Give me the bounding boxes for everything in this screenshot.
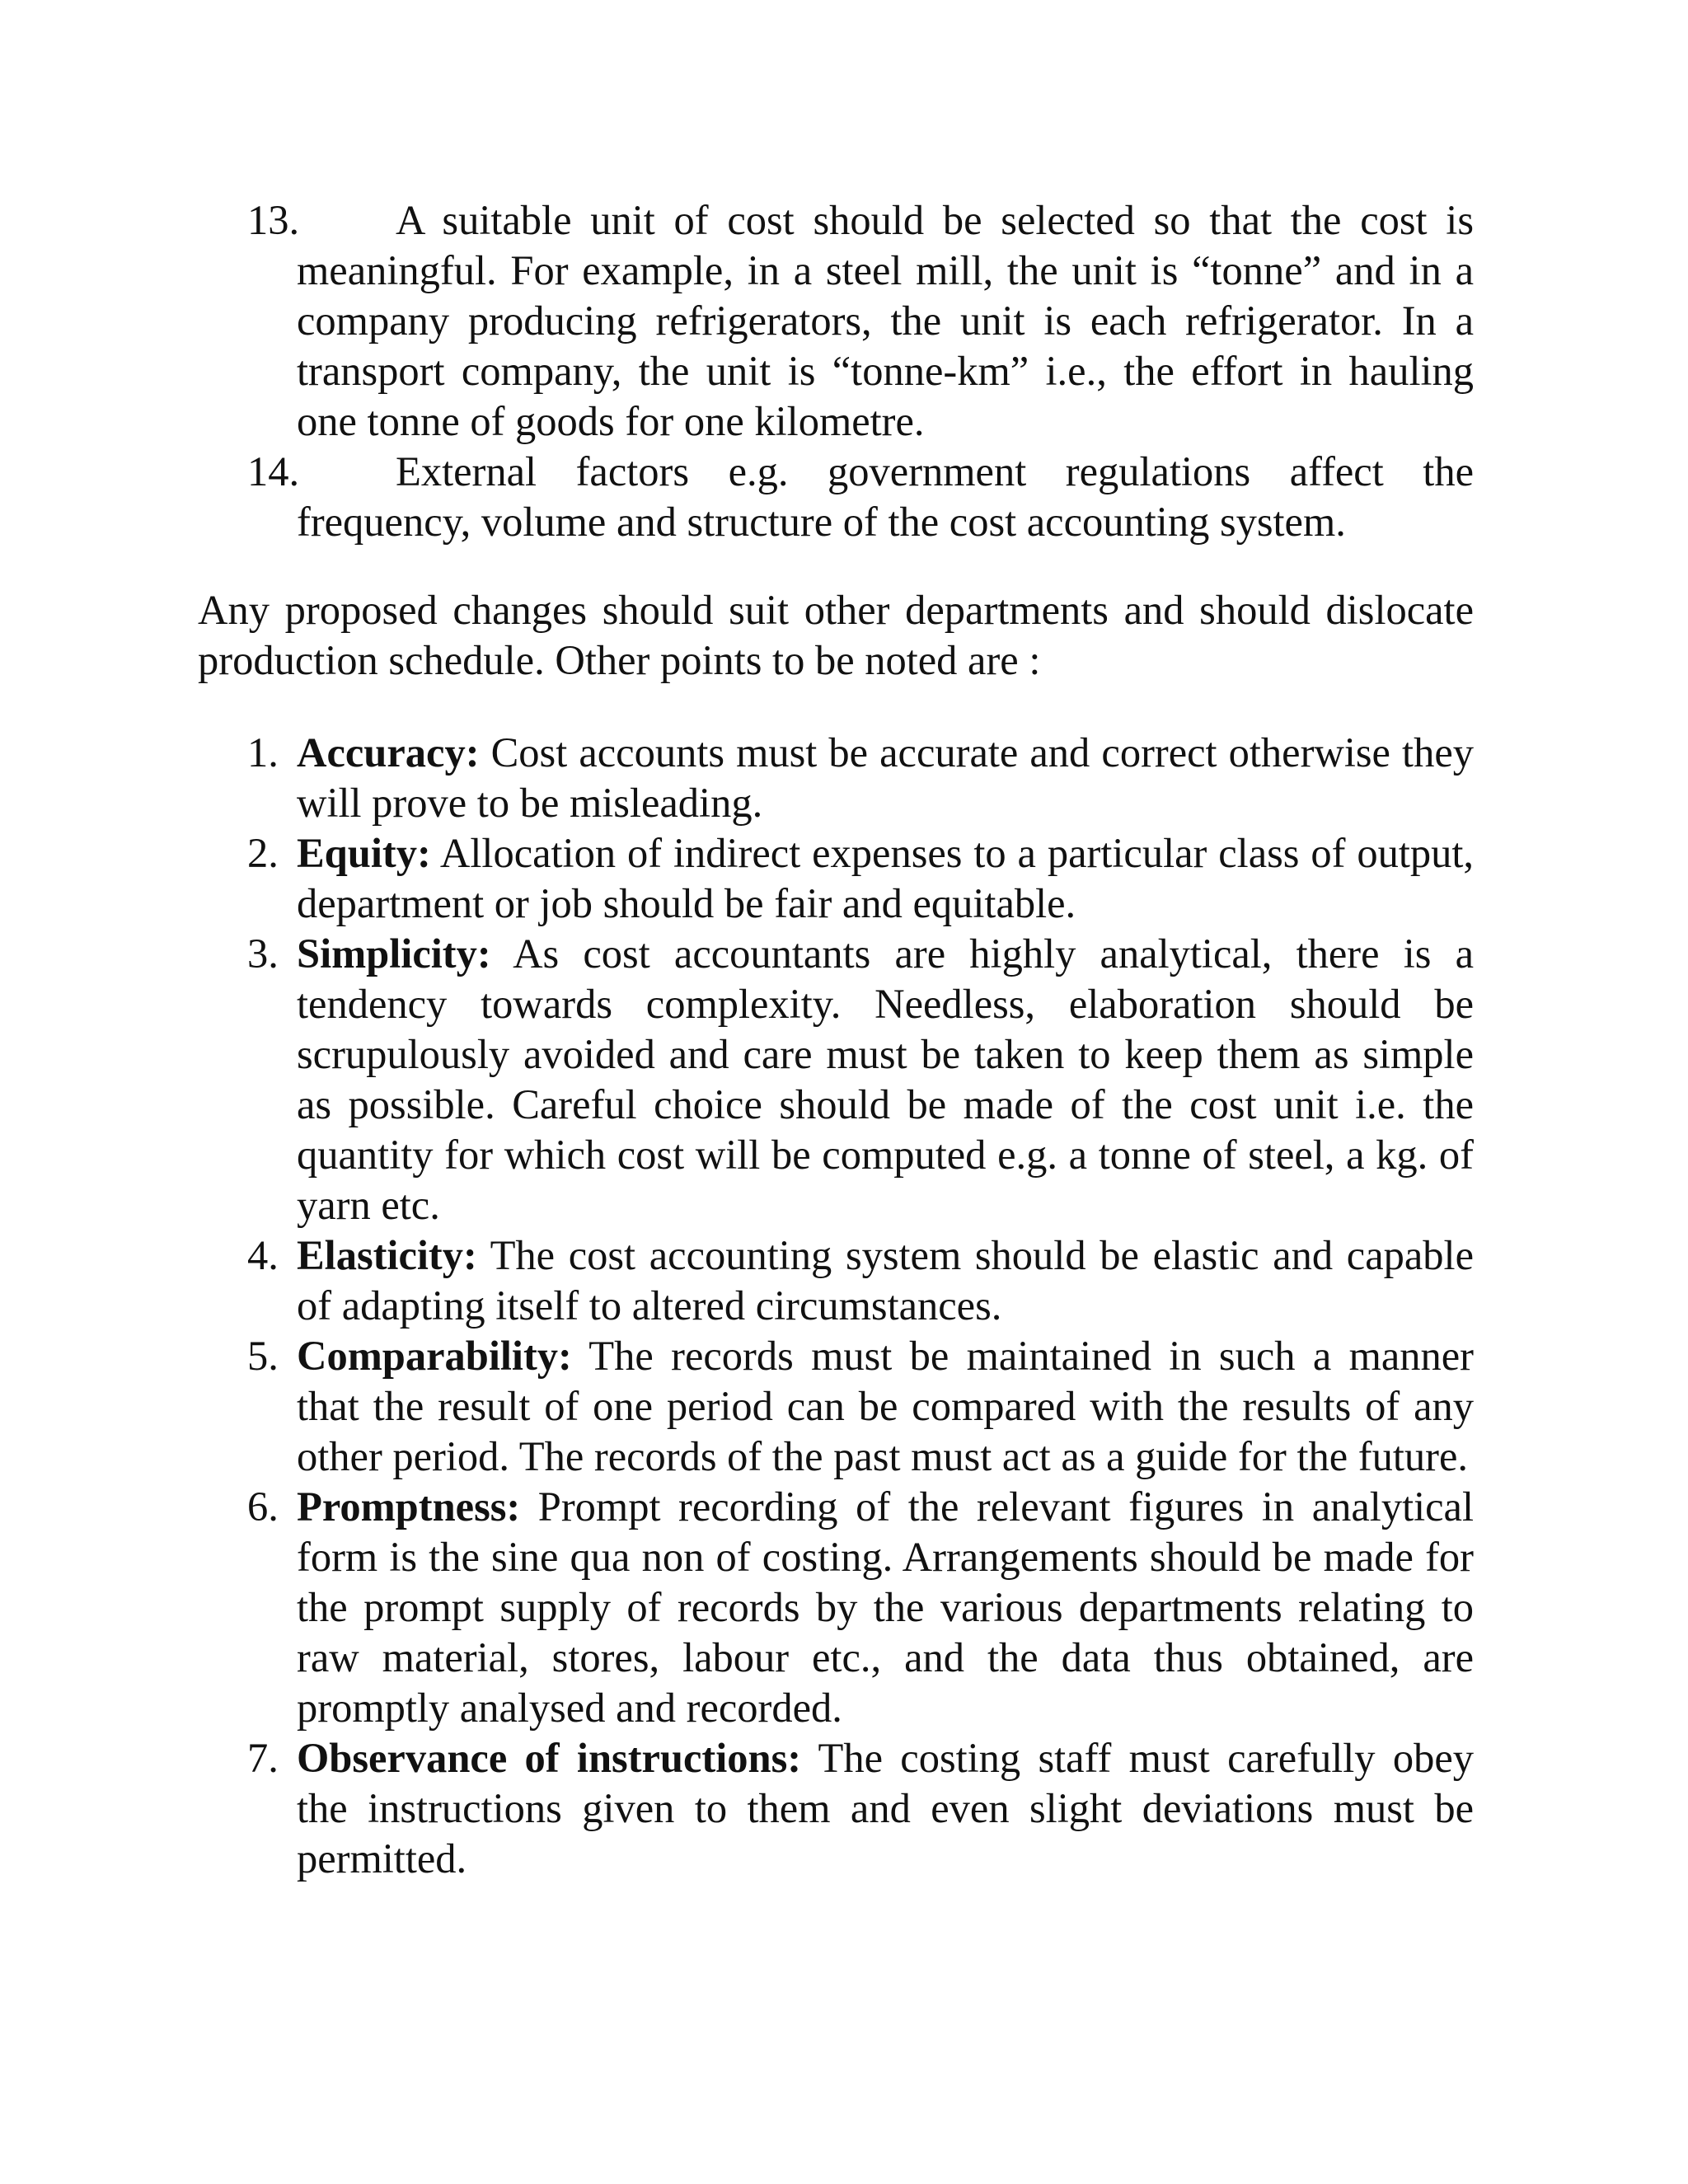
numbered-list-continued — [247, 195, 1474, 547]
point-text: The records must be maintained in such a manner that the result of one period can be compared with the results of any other period. The records of the past must act as a guide for the future. — [297, 1333, 1474, 1479]
point-term: Simplicity: — [297, 930, 491, 977]
point-term: Comparability: — [297, 1333, 572, 1379]
list-item-13 — [247, 195, 1474, 447]
point-accuracy — [247, 728, 1474, 828]
item-number: 14. — [247, 448, 300, 494]
point-promptness — [247, 1482, 1474, 1733]
item-text: External factors e.g. government regulations affect the frequency, volume and structure of the cost accounting system. — [297, 448, 1474, 545]
point-observance-of-instructions — [247, 1733, 1474, 1884]
list-item-14 — [247, 447, 1474, 547]
point-text: Prompt recording of the relevant figures in analytical form is the sine qua non of costing. Arrangements should be made for the prompt supply of records by the various departments relating to raw material, stores, labour etc., and the data thus obtained, are promptly analysed and recorded. — [297, 1483, 1475, 1731]
point-term: Elasticity: — [297, 1232, 477, 1278]
points-list — [247, 728, 1474, 1884]
point-term: Accuracy: — [297, 729, 480, 776]
point-term: Observance of instructions: — [297, 1735, 802, 1781]
point-number: 1. — [247, 729, 279, 776]
point-term: Equity: — [297, 830, 431, 876]
point-number: 4. — [247, 1232, 279, 1278]
point-number: 2. — [247, 830, 279, 876]
point-number: 6. — [247, 1483, 279, 1530]
point-simplicity — [247, 929, 1474, 1230]
point-text: The costing staff must carefully obey the instructions given to them and even slight deviations must be permitted. — [297, 1735, 1475, 1882]
point-equity — [247, 828, 1474, 929]
point-text: As cost accountants are highly analytical, there is a tendency towards complexity. Needless, elaboration should be scrupulously avoided and care must be taken to keep them as simple as possible. Careful choice should be made of the cost unit i.e. the quantity for which cost will be computed e.g. a tonne of steel, a kg. of yarn etc. — [297, 930, 1474, 1228]
point-text: The cost accounting system should be elastic and capable of adapting itself to altered circumstances. — [297, 1232, 1474, 1329]
point-number: 5. — [247, 1333, 279, 1379]
point-number: 3. — [247, 930, 279, 977]
point-elasticity — [247, 1230, 1474, 1331]
point-text: Cost accounts must be accurate and correct otherwise they will prove to be misleading. — [297, 729, 1475, 826]
intro-paragraph: Any proposed changes should suit other departments and should dislocate production schedule. Other points to be noted are : — [198, 587, 1474, 683]
point-number: 7. — [247, 1735, 279, 1781]
point-comparability — [247, 1331, 1474, 1482]
item-text: A suitable unit of cost should be selected so that the cost is meaningful. For example, in a steel mill, the unit is “tonne” and in a company producing refrigerators, the unit is each refrigerator. In a transport company, the unit is “tonne-km” i.e., the effort in hauling one tonne of goods for one kilometre. — [297, 197, 1474, 444]
item-number: 13. — [247, 197, 300, 243]
point-term: Promptness: — [297, 1483, 521, 1530]
point-text: Allocation of indirect expenses to a particular class of output, department or job should be fair and equitable. — [297, 830, 1475, 926]
